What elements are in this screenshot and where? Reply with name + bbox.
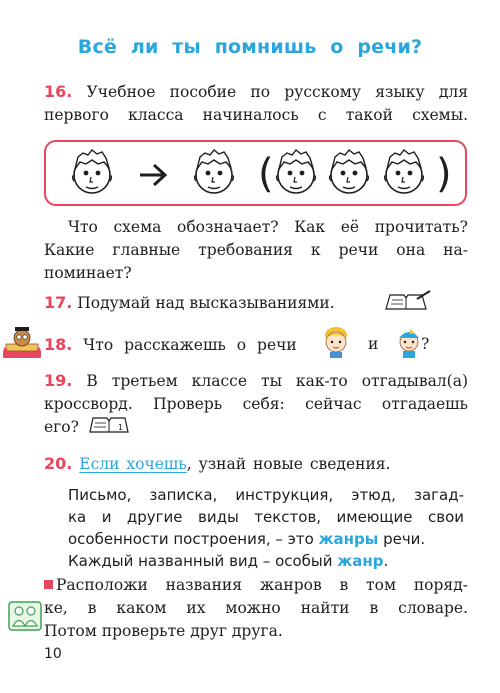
info-line-4: Каждый названный вид – особый жанр. [68, 552, 389, 570]
paren-open: ( [258, 151, 274, 197]
pair-task-line-2: ке, в каком их можно найти в словаре. [44, 599, 468, 617]
face-icon [195, 150, 234, 193]
schema-drawing [44, 140, 467, 206]
task-number: 20. [44, 454, 73, 473]
svg-text:1: 1 [118, 423, 124, 432]
face-icon [330, 150, 369, 193]
if-you-want-link[interactable]: Если хочешь [79, 455, 187, 473]
info-line-2: ка и другие виды текстов, имеющие свои [68, 508, 464, 526]
face-icon [385, 150, 424, 193]
task-20-rest: , узнай новые сведения. [186, 455, 391, 473]
task-20 [44, 452, 468, 476]
task-18-and: и [368, 335, 379, 353]
schema-question [44, 216, 468, 285]
square-bullet-icon [44, 580, 53, 589]
question-line-1: Что схема обозначает? Как её прочитать? [68, 218, 468, 236]
task-17 [44, 291, 335, 315]
task-number: 16. [44, 82, 73, 101]
task-18 [44, 333, 297, 357]
info-line-3: особенности построения, – это жанры речи. [68, 530, 426, 548]
page-title: Всё ли ты помнишь о речи? [77, 36, 423, 58]
term-genre: жанр [337, 552, 384, 570]
pair-work-icon [8, 601, 42, 631]
info-block [68, 484, 464, 572]
book-pencil-icon [384, 289, 432, 313]
task-number: 17. [44, 293, 73, 312]
task-18-end: ? [421, 335, 430, 353]
paren-close: ) [436, 151, 452, 197]
book-pencil-icon [88, 412, 132, 436]
pair-task-line-1: Расположи названия жанров в том поряд- [56, 576, 468, 594]
task-number: 18. [44, 335, 73, 354]
question-line-2: Какие главные требования к речи она на- [44, 241, 468, 259]
boy-cap-icon [396, 326, 422, 358]
task-18-text: Что расскажешь о речи [83, 336, 297, 354]
task-17-text: Подумай над высказываниями. [77, 294, 335, 312]
face-icon [73, 150, 112, 193]
question-line-3: поминает? [44, 264, 132, 282]
arrow-icon [140, 165, 165, 185]
pair-task [44, 574, 468, 643]
task-16-line-2: первого класса начиналось с такой схемы. [44, 106, 468, 124]
boy-face-icon [322, 326, 350, 358]
term-genres: жанры [318, 530, 379, 548]
page-number: 10 [44, 646, 62, 662]
task-16 [44, 80, 468, 127]
info-line-1: Письмо, записка, инструкция, этюд, загад- [68, 486, 464, 504]
face-icon [277, 150, 316, 193]
owl-teacher-icon [2, 326, 42, 360]
task-19-line-3: его? [44, 418, 79, 436]
task-16-line-1: Учебное пособие по русскому языку для [86, 83, 468, 101]
task-19-line-1: В третьем классе ты как-то отгадывал(а) [86, 372, 468, 390]
pair-task-line-3: Потом проверьте друг друга. [44, 622, 283, 640]
task-number: 19. [44, 371, 73, 390]
task-19-line-2: кроссворд. Проверь себя: сейчас отгадаешь [44, 395, 468, 413]
